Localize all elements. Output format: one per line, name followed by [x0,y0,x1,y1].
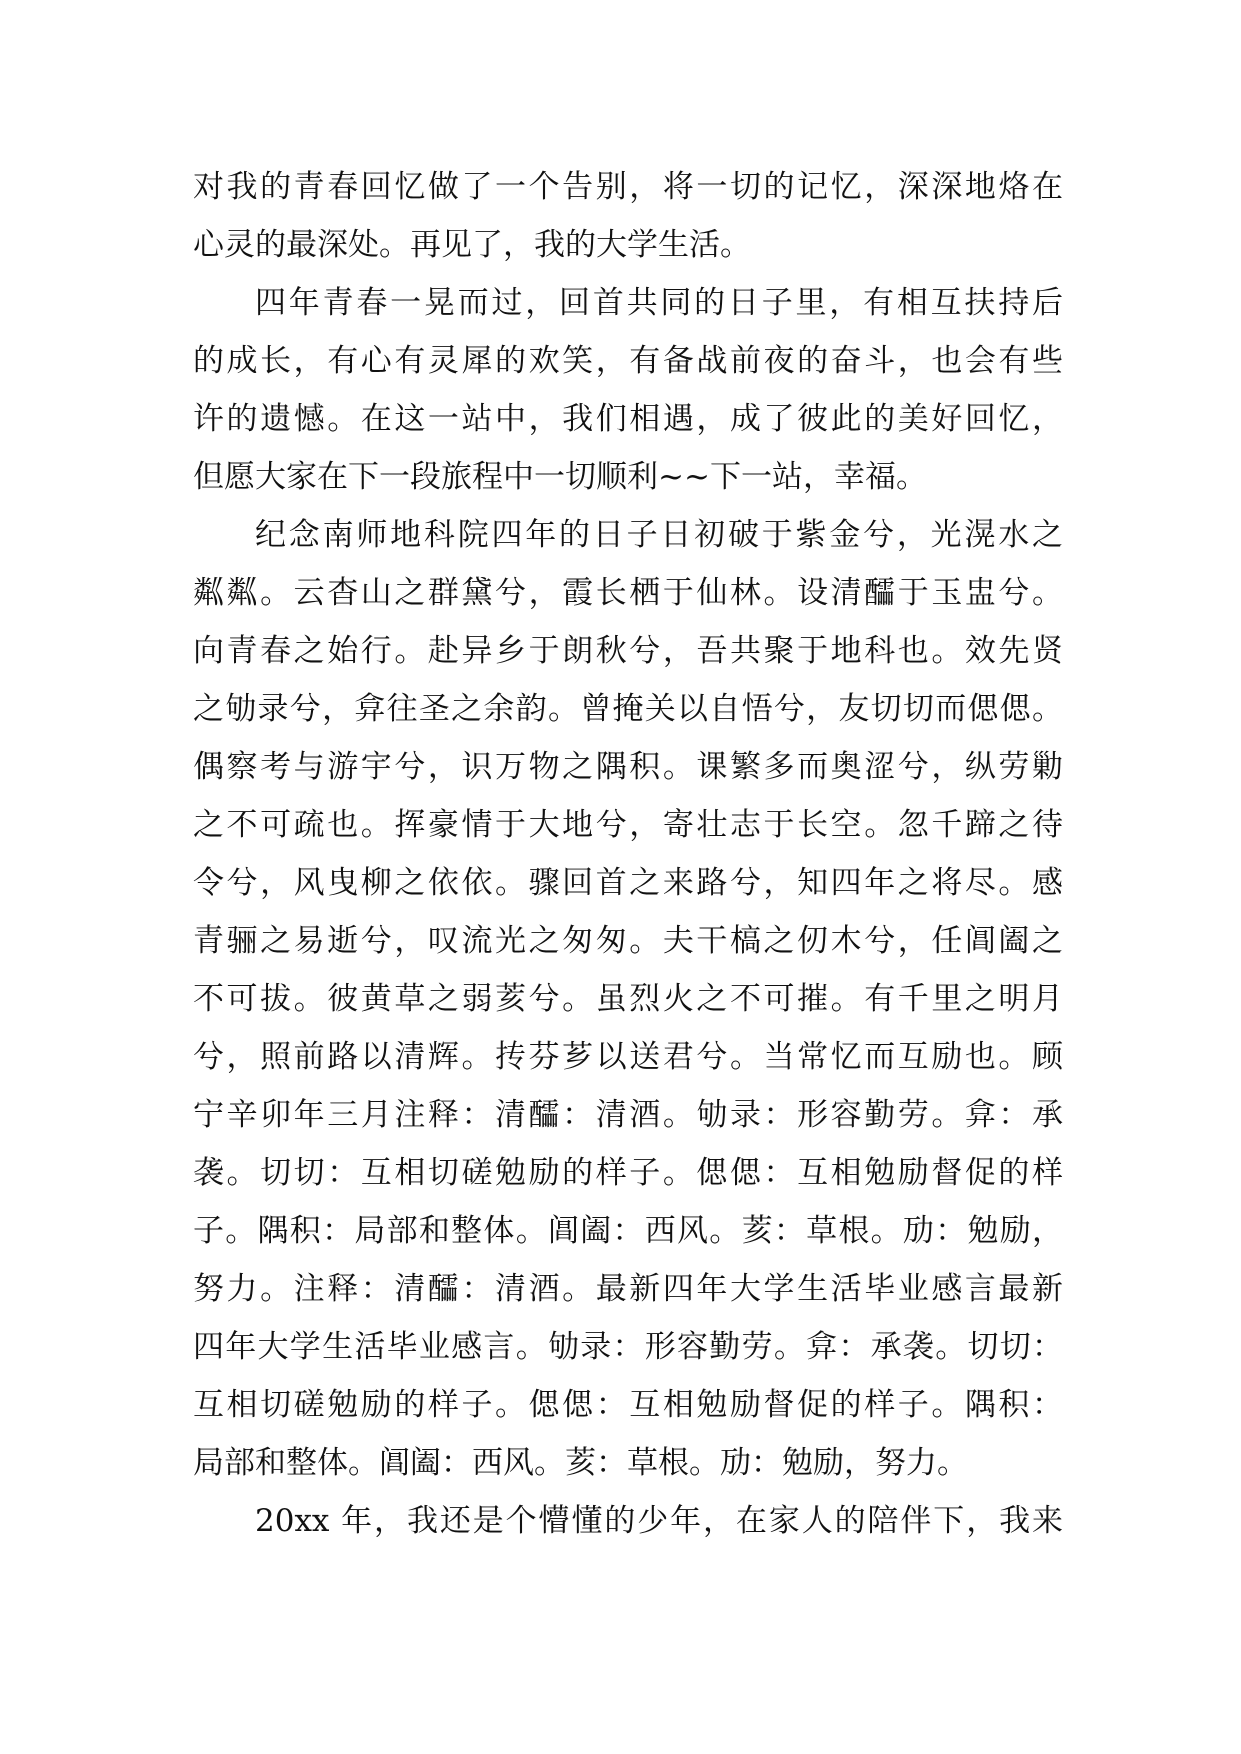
document-body [193,158,1063,1550]
text-line: 粼粼。云杳山之群黛兮，霞长栖于仙林。设清醽于玉盅兮。 [193,575,1063,611]
text-line: 兮，照前路以清辉。抟芬芗以送君兮。当常忆而互励也。顾 [193,1039,1063,1075]
text-line: 之劬录兮，弇往圣之余韵。曾掩关以自悟兮，友切切而偲偲。 [193,691,1063,727]
text-line: 不可拔。彼黄草之弱荄兮。虽烈火之不可摧。有千里之明月 [193,981,1063,1017]
text-line: 纪念南师地科院四年的日子日初破于紫金兮，光滉水之 [255,517,1063,553]
text-line: 青骊之易逝兮，叹流光之匆匆。夫干槁之仞木兮，任阊阖之 [193,923,1063,959]
text-line: 互相切磋勉励的样子。偲偲：互相勉励督促的样子。隅积： [193,1387,1063,1423]
text-line: 令兮，风曳柳之依依。骤回首之来路兮，知四年之将尽。感 [193,865,1063,901]
text-line: 局部和整体。阊阖：西风。荄：草根。劢：勉励，努力。 [193,1445,968,1481]
text-line: 20xx 年，我还是个懵懂的少年，在家人的陪伴下，我来 [255,1503,1063,1539]
text-line: 袭。切切：互相切磋勉励的样子。偲偲：互相勉励督促的样 [193,1155,1063,1191]
text-line: 对我的青春回忆做了一个告别，将一切的记忆，深深地烙在 [193,169,1063,205]
text-line: 努力。注释：清醽：清酒。最新四年大学生活毕业感言最新 [193,1271,1063,1307]
text-line: 心灵的最深处。再见了，我的大学生活。 [193,227,751,263]
text-line: 宁辛卯年三月注释：清醽：清酒。劬录：形容勤劳。弇：承 [193,1097,1063,1133]
text-line: 四年大学生活毕业感言。劬录：形容勤劳。弇：承袭。切切： [193,1329,1063,1365]
text-line: 但愿大家在下一段旅程中一切顺利~~下一站，幸福。 [193,459,927,495]
text-line: 偶察考与游宇兮，识万物之隅积。课繁多而奥涩兮，纵劳勦 [193,749,1063,785]
text-line: 向青春之始行。赴异乡于朗秋兮，吾共聚于地科也。效先贤 [193,633,1063,669]
text-line: 许的遗憾。在这一站中，我们相遇，成了彼此的美好回忆， [193,401,1063,437]
text-line: 的成长，有心有灵犀的欢笑，有备战前夜的奋斗，也会有些 [193,343,1063,379]
text-line: 子。隅积：局部和整体。阊阖：西风。荄：草根。劢：勉励， [193,1213,1063,1249]
text-line: 四年青春一晃而过，回首共同的日子里，有相互扶持后 [255,285,1063,321]
text-line: 之不可疏也。挥豪情于大地兮，寄壮志于长空。忽千蹄之待 [193,807,1063,843]
